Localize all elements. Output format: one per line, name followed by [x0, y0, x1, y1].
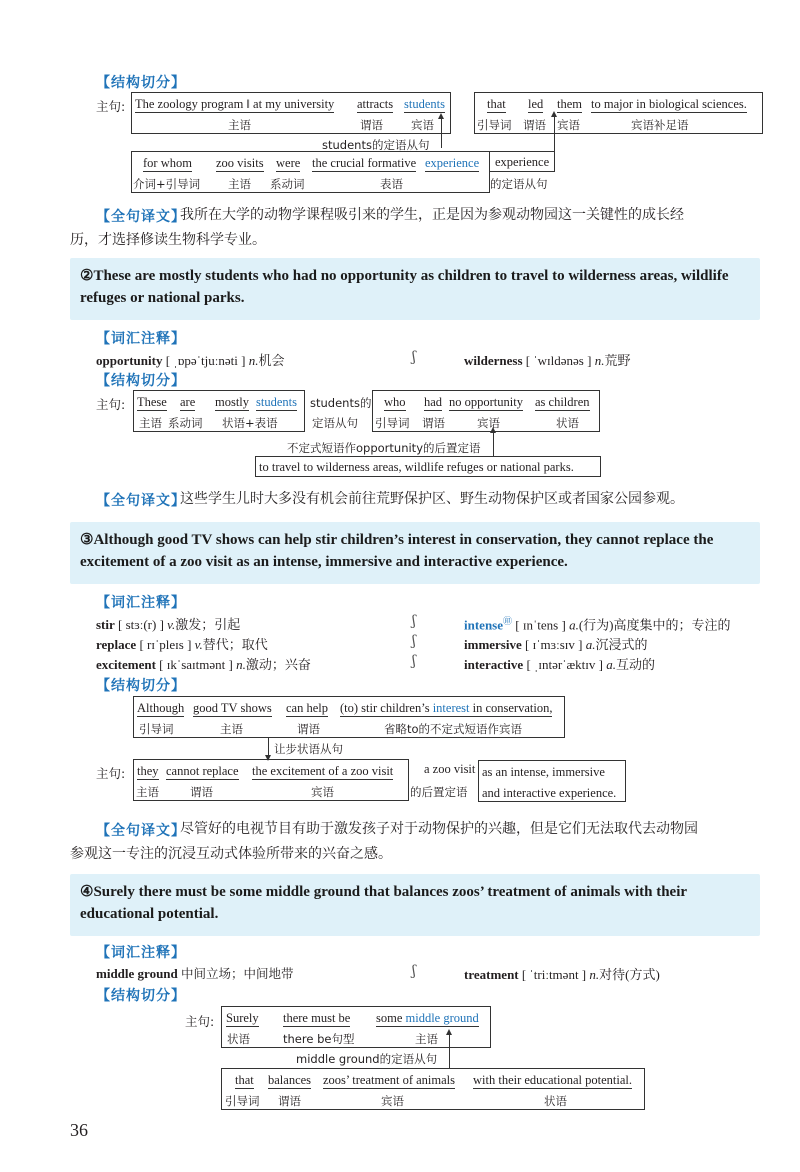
s1-main-object: students: [404, 97, 445, 111]
main-clause-label-3: 主句:: [96, 766, 126, 781]
s2-main-label: 主语: [139, 416, 162, 430]
s4-rel-label: 状语: [544, 1094, 567, 1108]
separator-icon: ʃ: [412, 653, 416, 669]
trans-tag-3: 【全句译文】: [96, 823, 186, 839]
s2-rel-label: 引导词: [375, 416, 410, 430]
s2-main-label: 系动词: [168, 416, 203, 430]
s1-sub-label: 介词+引导词: [133, 177, 201, 191]
struct-tag-1: 【结构切分】: [96, 75, 186, 91]
s3-adv-label: 让步状语从句: [274, 742, 343, 756]
s3-sub-object: (to) stir children’s interest in conservation,: [340, 701, 553, 715]
vocab-wilderness: wilderness [ ˈwɪldənəs ] n.荒野: [464, 353, 631, 368]
translation-3: 尽管好的电视节目有助于激发孩子对于动物保护的兴趣，但是它们无法取代去动物园: [180, 821, 698, 837]
separator-icon: ʃ: [412, 349, 416, 365]
s2-main-word: students: [256, 395, 297, 409]
s1-sub-label: 系动词: [270, 177, 305, 191]
arrow-up: [441, 118, 442, 148]
vocab-replace: replace [ rɪˈpleɪs ] v.替代；取代: [96, 637, 268, 652]
vocab-stir: stir [ stɜː(r) ] v.激发；引起: [96, 617, 241, 632]
s2-link-1: students的: [310, 396, 372, 410]
s2-rel-word: no opportunity: [449, 395, 523, 409]
s1-rel-word: to major in biological sciences.: [591, 97, 747, 111]
s1-rel-word: them: [557, 97, 582, 111]
s1-sub-word: for whom: [143, 156, 192, 170]
s1-rel-label: 谓语: [523, 118, 546, 132]
separator-icon: ʃ: [412, 633, 416, 649]
s3-sub-label: 谓语: [297, 722, 320, 736]
struct-tag-3: 【结构切分】: [96, 678, 186, 694]
s4-rel-connector-label: middle ground的定语从句: [296, 1052, 438, 1066]
s4-rel-label: 宾语: [381, 1094, 404, 1108]
s4-rel-label: 谓语: [278, 1094, 301, 1108]
s2-rel-word: had: [424, 395, 443, 409]
s1-rel-label: 引导词: [477, 118, 512, 132]
s4-rel-label: 引导词: [225, 1094, 260, 1108]
trans-tag-2: 【全句译文】: [96, 493, 186, 509]
page-number: 36: [70, 1120, 88, 1140]
experience-label: 的定语从句: [490, 177, 548, 191]
s2-rel-label: 状语: [556, 416, 579, 430]
vocab-treatment: treatment [ ˈtriːtmənt ] n.对待(方式): [464, 967, 660, 982]
vocab-tag-4: 【词汇注释】: [96, 945, 186, 961]
main-clause-label-1: 主句:: [96, 99, 126, 114]
s3-main-word: the excitement of a zoo visit: [252, 764, 394, 778]
s3-zoo-visit: a zoo visit: [424, 762, 476, 776]
s2-main-word: mostly: [215, 395, 250, 409]
s3-attr-1: as an intense, immersive: [482, 765, 605, 779]
trans-tag-1: 【全句译文】: [96, 209, 186, 225]
vocab-tag-2: 【词汇注释】: [96, 331, 186, 347]
s3-main-label: 谓语: [190, 785, 213, 799]
s4-main-word: there must be: [283, 1011, 351, 1025]
s3-sub-label: 省略to的不定式短语作宾语: [384, 722, 523, 736]
s1-rel-word: that: [487, 97, 506, 111]
sentence-2: ②These are mostly students who had no opportunity as children to travel to wilderness areas, wildlife refuges or national parks.: [80, 268, 729, 306]
translation-2: 这些学生儿时大多没有机会前往荒野保护区、野生动物保护区或者国家公园参观。: [180, 491, 684, 507]
arrow-up: [554, 116, 555, 154]
sentence-4: ④Surely there must be some middle ground that balances zoos’ treatment of animals with their educational potential.: [80, 884, 687, 922]
translation-1-cont: 历，才选择修读生物科学专业。: [70, 232, 266, 248]
s3-attr-2: and interactive experience.: [482, 786, 617, 800]
s4-main-word: Surely: [226, 1011, 259, 1025]
struct-tag-2: 【结构切分】: [96, 373, 186, 389]
s3-sub-label: 引导词: [139, 722, 174, 736]
s4-main-label: there be句型: [283, 1032, 355, 1046]
experience-word: experience: [495, 155, 550, 169]
arrow-up: [449, 1034, 450, 1068]
s2-inf-label: 不定式短语作opportunity的后置定语: [287, 441, 481, 455]
s4-main-subject: some middle ground: [376, 1011, 479, 1025]
sentence-3: ③Although good TV shows can help stir children’s interest in conservation, they cannot replace the excitement of a zoo visit as an intense, immersive and interactive experience.: [80, 532, 714, 570]
s3-main-word: cannot replace: [166, 764, 239, 778]
main-clause-label-2: 主句:: [96, 397, 126, 412]
s3-main-word: they: [137, 764, 159, 778]
arrow-down: [268, 738, 269, 756]
s3-sub-word: good TV shows: [193, 701, 272, 715]
main-clause-label-4: 主句:: [185, 1014, 215, 1029]
vocab-tag-3: 【词汇注释】: [96, 595, 186, 611]
s2-main-word: are: [180, 395, 196, 409]
s2-main-word: These: [137, 395, 167, 409]
s1-sub-word: experience: [425, 156, 480, 170]
vocab-excitement: excitement [ ɪkˈsaɪtmənt ] n.激动；兴奋: [96, 657, 311, 672]
s1-main-verb-label: 谓语: [360, 118, 383, 132]
s1-main-verb: attracts: [357, 97, 394, 111]
s2-link-2: 定语从句: [312, 416, 358, 430]
s1-main-object-label: 宾语: [411, 118, 434, 132]
vocab-intense: intense㊞ [ ɪnˈtens ] a.(行为)高度集中的；专注的: [464, 616, 731, 633]
struct-tag-4: 【结构切分】: [96, 988, 186, 1004]
s3-sub-word: can help: [286, 701, 328, 715]
s3-main-label: 宾语: [311, 785, 334, 799]
arrow-up: [493, 432, 494, 456]
s1-sub-word: were: [276, 156, 301, 170]
s4-main-label: 主语: [415, 1032, 438, 1046]
s2-rel-label: 谓语: [422, 416, 445, 430]
s1-main-subject: The zoology program ‖ at my university: [135, 97, 335, 111]
vocab-middle-ground: middle ground 中间立场；中间地带: [96, 966, 294, 981]
s2-inf-phrase: to travel to wilderness areas, wildlife refuges or national parks.: [259, 460, 574, 474]
s4-rel-word: zoos’ treatment of animals: [323, 1073, 456, 1087]
s3-main-label: 主语: [136, 785, 159, 799]
vocab-opportunity: opportunity [ ˌɒpəˈtjuːnəti ] n.机会: [96, 353, 285, 368]
s1-sub-word: the crucial formative: [312, 156, 417, 170]
s4-rel-word: with their educational potential.: [473, 1073, 632, 1087]
vocab-immersive: immersive [ ɪˈmɜːsɪv ] a.沉浸式的: [464, 637, 648, 652]
translation-3-cont: 参观这一专注的沉浸互动式体验所带来的兴奋之感。: [70, 846, 392, 862]
vocab-interactive: interactive [ ˌɪntərˈæktɪv ] a.互动的: [464, 657, 656, 672]
s4-main-label: 状语: [227, 1032, 250, 1046]
s1-sub-label: 表语: [380, 177, 403, 191]
separator-icon: ʃ: [412, 613, 416, 629]
s1-rel-label: 宾语: [557, 118, 580, 132]
translation-1: 我所在大学的动物学课程吸引来的学生，正是因为参观动物园这一关键性的成长经: [180, 207, 684, 223]
s2-rel-label: 宾语: [477, 416, 500, 430]
s1-rel-label: 宾语补足语: [631, 118, 689, 132]
s2-rel-word: as children: [535, 395, 590, 409]
separator-icon: ʃ: [412, 963, 416, 979]
s2-rel-word: who: [384, 395, 406, 409]
s3-sub-word: Although: [137, 701, 185, 715]
s2-main-label: 状语+表语: [222, 416, 278, 430]
s1-rel-connector-label: students的定语从句: [322, 138, 430, 152]
s1-rel-word: led: [528, 97, 544, 111]
s1-main-subject-label: 主语: [228, 118, 251, 132]
s1-sub-label: 主语: [228, 177, 251, 191]
s1-sub-word: zoo visits: [216, 156, 264, 170]
s4-rel-word: that: [235, 1073, 254, 1087]
s3-zoo-label: 的后置定语: [410, 785, 468, 799]
s3-sub-label: 主语: [220, 722, 243, 736]
s4-rel-word: balances: [268, 1073, 312, 1087]
